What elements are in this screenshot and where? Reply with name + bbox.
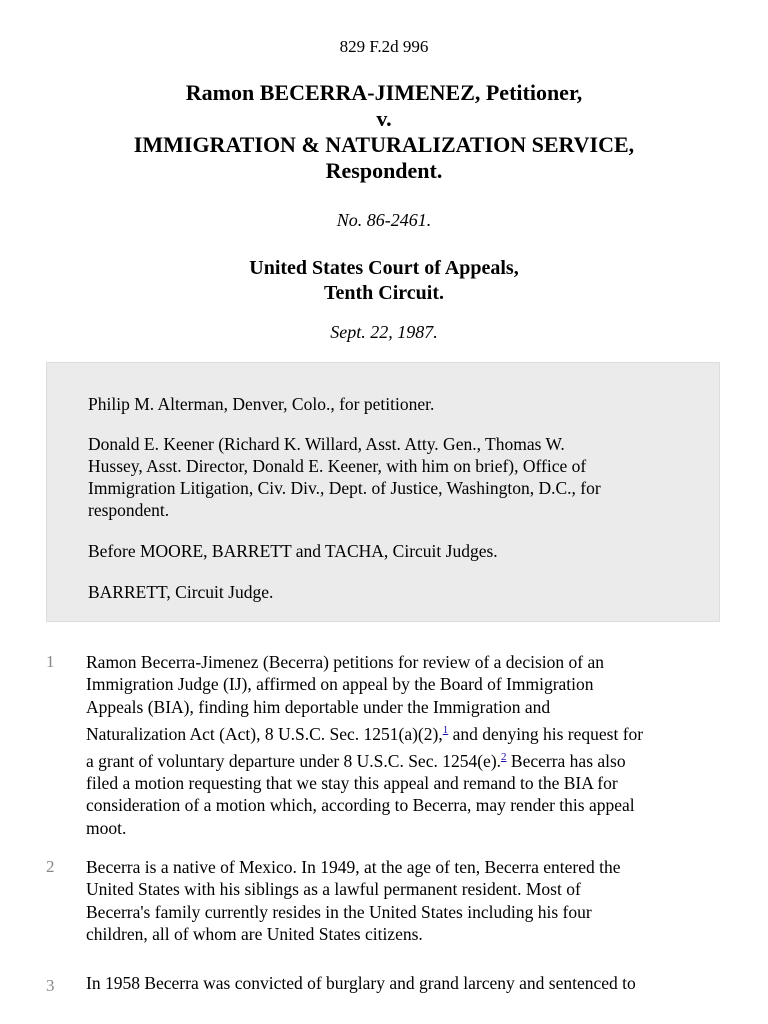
court-line-2: Tenth Circuit.	[323, 282, 445, 304]
panel-judges: Before MOORE, BARRETT and TACHA, Circuit Judges.	[88, 541, 498, 561]
footnote-2-link[interactable]: 2	[501, 751, 507, 764]
paragraph-number: 2	[46, 857, 55, 876]
opinion-author: BARRETT, Circuit Judge.	[88, 582, 274, 602]
caption-respondent-role: Respondent.	[325, 158, 443, 183]
counsel-respondent: Donald E. Keener (Richard K. Willard, Asst. Atty. Gen., Thomas W. Hussey, Asst. Director, Donald E. Keener, with him on brief), Office of Immigration Litigation, Civ. Div., Dept. of Justice, Washington, D.C., for respondent.	[88, 434, 601, 520]
caption-versus: v.	[376, 106, 392, 131]
caption-respondent: IMMIGRATION & NATURALIZATION SERVICE,	[133, 132, 635, 157]
decision-date: Sept. 22, 1987.	[330, 322, 438, 342]
docket-number: No. 86-2461.	[336, 210, 432, 230]
paragraph-3: In 1958 Becerra was convicted of burglary and grand larceny and sentenced to	[86, 973, 636, 993]
case-caption	[0, 80, 768, 184]
caption-petitioner: Ramon BECERRA-JIMENEZ, Petitioner,	[185, 80, 583, 105]
paragraph-2: Becerra is a native of Mexico. In 1949, at the age of ten, Becerra entered the United States with his siblings as a lawful permanent resident. Most of Becerra's family currently resides in the United States including his four children, all of whom are United States citizens.	[86, 857, 621, 944]
footnote-1-link[interactable]: 1	[442, 723, 449, 736]
paragraph-1: Ramon Becerra-Jimenez (Becerra) petitions for review of a decision of an Immigration Judge (IJ), affirmed on appeal by the Board of Immigration Appeals (BIA), finding him deportable under the Immigration and Naturalization Act (Act), 8 U.S.C. Sec. 1251(a)(2),$^1$ and denying his request for a grant of voluntary departure under 8 U.S.C. Sec. 1254(e).$^2$ Becerra has also filed a motion requesting that we stay this appeal and remand to the BIA for consideration of a motion which, according to Becerra, may render this appeal moot.	[86, 652, 644, 838]
case-citation: 829 F.2d 996	[339, 37, 429, 56]
court-name	[0, 256, 768, 306]
counsel-box	[46, 362, 720, 622]
paragraph-number: 3	[46, 976, 55, 995]
paragraph-number: 1	[46, 652, 55, 671]
court-line-1: United States Court of Appeals,	[249, 257, 519, 279]
counsel-petitioner: Philip M. Alterman, Denver, Colo., for petitioner.	[88, 394, 435, 414]
